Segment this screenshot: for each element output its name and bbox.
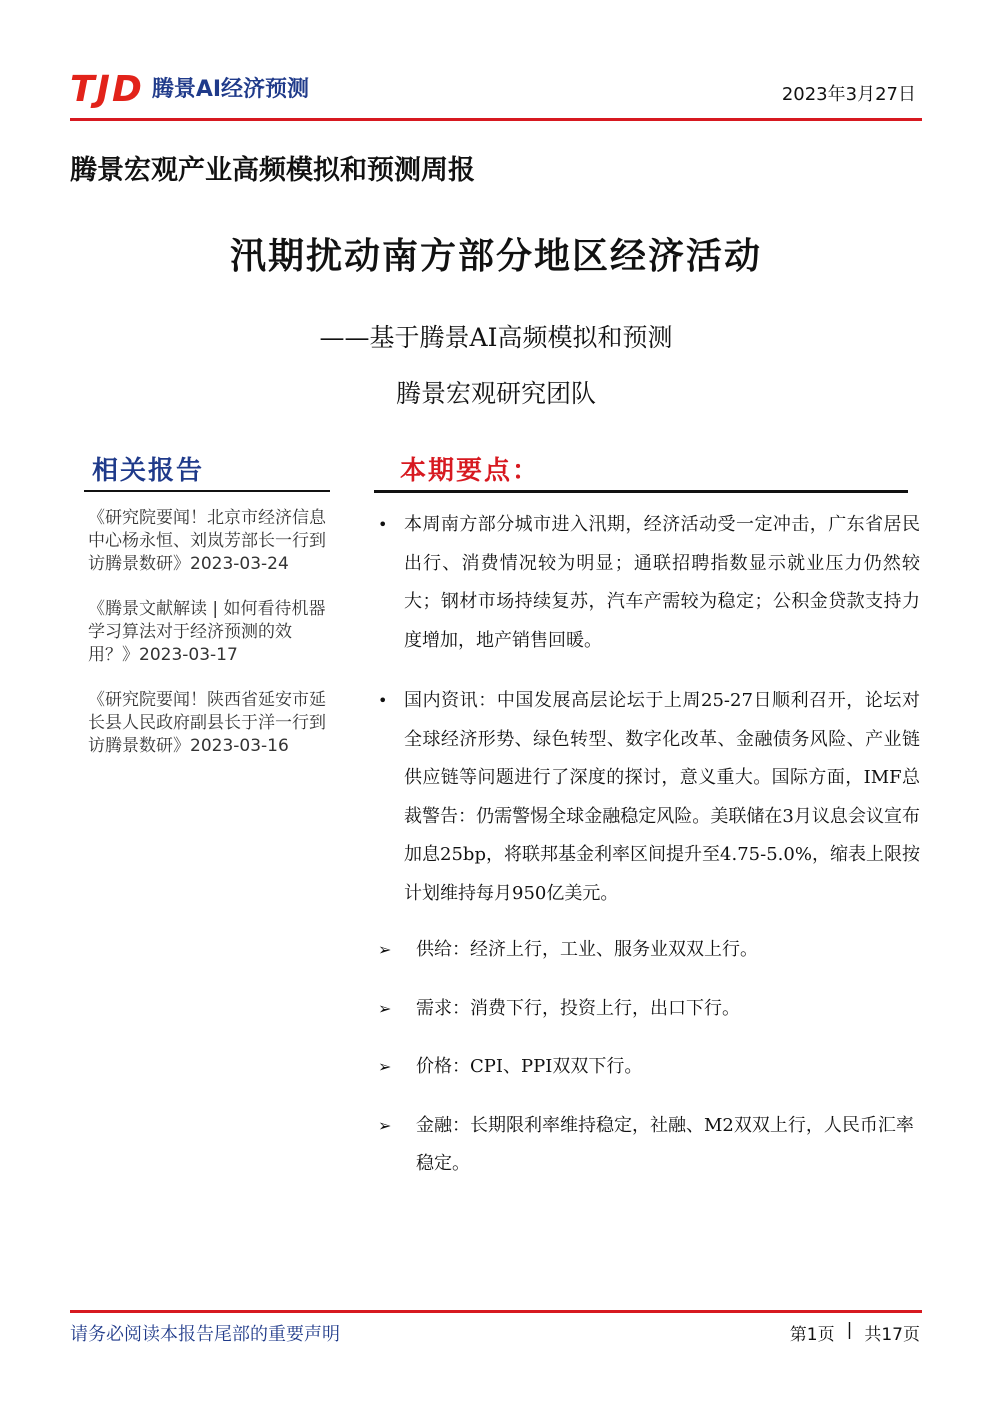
key-point-sub-item xyxy=(374,1107,920,1184)
arrow-bullet-icon: ➢ xyxy=(378,940,392,959)
page-number: 第1页 xyxy=(789,1325,835,1345)
related-reports-heading: 相关报告 xyxy=(92,456,205,486)
arrow-bullet-icon: ➢ xyxy=(378,1057,392,1076)
author-team: 腾景宏观研究团队 xyxy=(395,379,596,408)
page-indicator xyxy=(790,1320,920,1345)
key-point-sub-item xyxy=(374,990,920,1029)
related-report-item[interactable]: 《研究院要闻！北京市经济信息中心杨永恒、刘岚芳部长一行到访腾景数研》2023-03-24 xyxy=(88,508,326,574)
logo-text: 腾景AI经济预测 xyxy=(151,77,310,102)
related-divider xyxy=(84,490,330,492)
sub-item-text: 金融：长期限利率维持稳定，社融、M2双双上行，人民币汇率稳定。 xyxy=(416,1114,914,1174)
page-separator: | xyxy=(846,1320,853,1340)
related-report-item[interactable]: 《腾景文献解读 | 如何看待机器学习算法对于经济预测的效用？》2023-03-17 xyxy=(88,599,326,665)
report-subtitle: ——基于腾景AI高频模拟和预测 xyxy=(319,323,673,352)
key-points-list xyxy=(374,506,920,1204)
key-points-heading: 本期要点： xyxy=(400,456,541,486)
bullet-text: 国内资讯：中国发展高层论坛于上周25-27日顺利召开，论坛对全球经济形势、绿色转型、数字化改革、金融债务风险、产业链供应链等问题进行了深度的探讨，意义重大。国际方面，IMF总裁警告：仍需警惕全球金融稳定风险。美联储在3月议息会议宣布加息25bp，将联邦基金利率区间提升至4.75-5.0%，缩表上限按计划维持每月950亿美元。 xyxy=(404,690,920,904)
page-total: 共17页 xyxy=(864,1325,920,1345)
report-title: 汛期扰动南方部分地区经济活动 xyxy=(229,235,762,277)
header-divider xyxy=(70,118,922,121)
key-point-bullet xyxy=(374,506,920,660)
key-point-sub-item xyxy=(374,931,920,970)
footer-divider xyxy=(70,1310,922,1313)
key-point-sub-item xyxy=(374,1048,920,1087)
related-report-item[interactable]: 《研究院要闻！陕西省延安市延长县人民政府副县长于洋一行到访腾景数研》2023-03-16 xyxy=(88,690,326,756)
brand-logo xyxy=(70,70,309,110)
related-reports-list xyxy=(88,507,334,780)
disclaimer-notice: 请务必阅读本报告尾部的重要声明 xyxy=(70,1324,340,1345)
bullet-text: 本周南方部分城市进入汛期，经济活动受一定冲击，广东省居民出行、消费情况较为明显；通联招聘指数显示就业压力仍然较大；钢材市场持续复苏，汽车产需较为稳定；公积金贷款支持力度增加，地产销售回暖。 xyxy=(404,514,920,651)
key-point-bullet xyxy=(374,682,920,913)
sub-item-text: 供给：经济上行，工业、服务业双双上行。 xyxy=(416,939,758,960)
bullet-icon: • xyxy=(378,691,388,710)
arrow-bullet-icon: ➢ xyxy=(378,998,392,1018)
logo-mark: TJD xyxy=(70,69,144,110)
sub-item-text: 价格：CPI、PPI双双下行。 xyxy=(416,1056,643,1077)
series-title: 腾景宏观产业高频模拟和预测周报 xyxy=(70,155,475,186)
sub-item-text: 需求：消费下行，投资上行，出口下行。 xyxy=(416,997,740,1019)
report-date: 2023年3月27日 xyxy=(781,84,916,105)
bullet-icon: • xyxy=(378,515,388,534)
key-points-divider xyxy=(374,490,908,493)
arrow-bullet-icon: ➢ xyxy=(378,1115,392,1135)
